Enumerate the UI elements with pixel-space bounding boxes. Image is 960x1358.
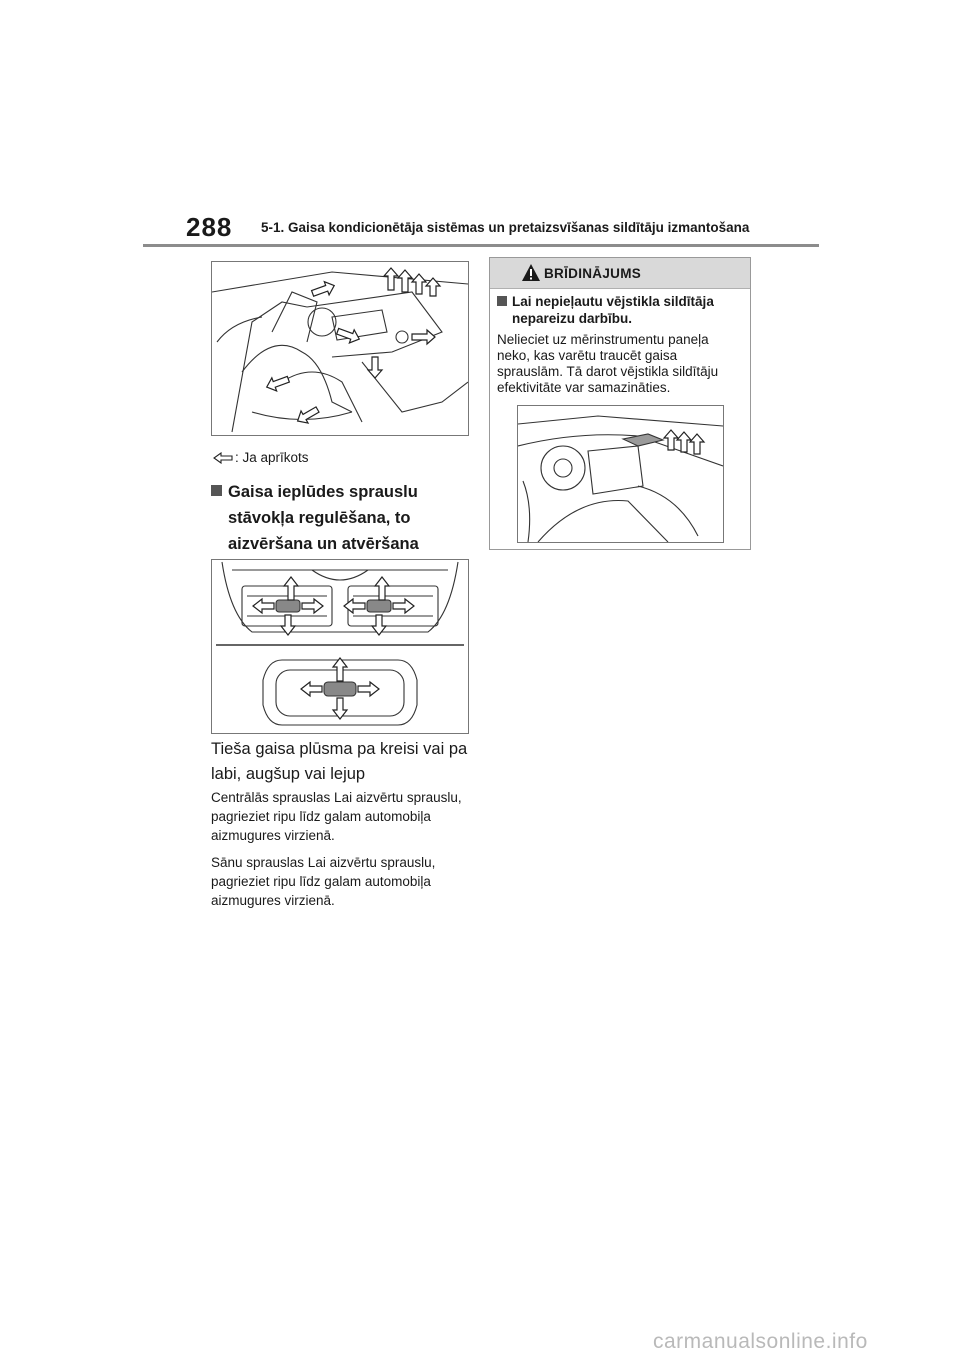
vent-direction-illustration [211,559,469,734]
page-number: 288 [186,212,233,242]
section-bullet-icon [211,485,222,496]
warning-text: Nelieciet uz mērinstrumentu paneļa neko, kas varētu traucēt gaisa sprauslām. Tā darot vējstikla sildītāju efektivitāte var samazināties. [497,332,719,395]
warning-box [489,257,751,550]
center-vents-paragraph: Centrālās sprauslas Lai aizvērtu sprauslu, pagrieziet ripu līdz galam automobiļa aizmugures virzienā. [211,790,462,843]
warning-subtitle: Lai nepieļautu vējstikla sildītāja nepareizu darbību. [512,294,714,326]
chapter-title: 5-1. Gaisa kondicionētāja sistēmas un pretaizsvīšanas sildītāju izmantošana [261,220,750,235]
lead-text: Tieša gaisa plūsma pa kreisi vai pa labi, augšup vai lejup [211,740,468,783]
dashboard-object-illustration [517,405,724,543]
section-heading [211,479,471,557]
outline-arrow-icon [213,452,233,464]
legend [213,450,309,465]
header-divider [143,244,819,247]
warning-header [490,258,750,289]
side-vents-paragraph: Sānu sprauslas Lai aizvērtu sprauslu, pagrieziet ripu līdz galam automobiļa aizmugures virzienā. [211,855,436,908]
warning-subheading [497,293,742,327]
warning-bullet-icon [497,296,507,306]
legend-text: : Ja aprīkots [235,450,309,465]
warning-triangle-icon [521,263,541,282]
cabin-airflow-illustration [211,261,469,436]
page-header [143,212,819,248]
watermark: carmanualsonline.info [653,1330,868,1353]
section-title: Gaisa ieplūdes sprauslu stāvokļa regulēšana, to aizvēršana un atvēršana [228,483,419,553]
warning-title: BRĪDINĀJUMS [544,266,642,281]
